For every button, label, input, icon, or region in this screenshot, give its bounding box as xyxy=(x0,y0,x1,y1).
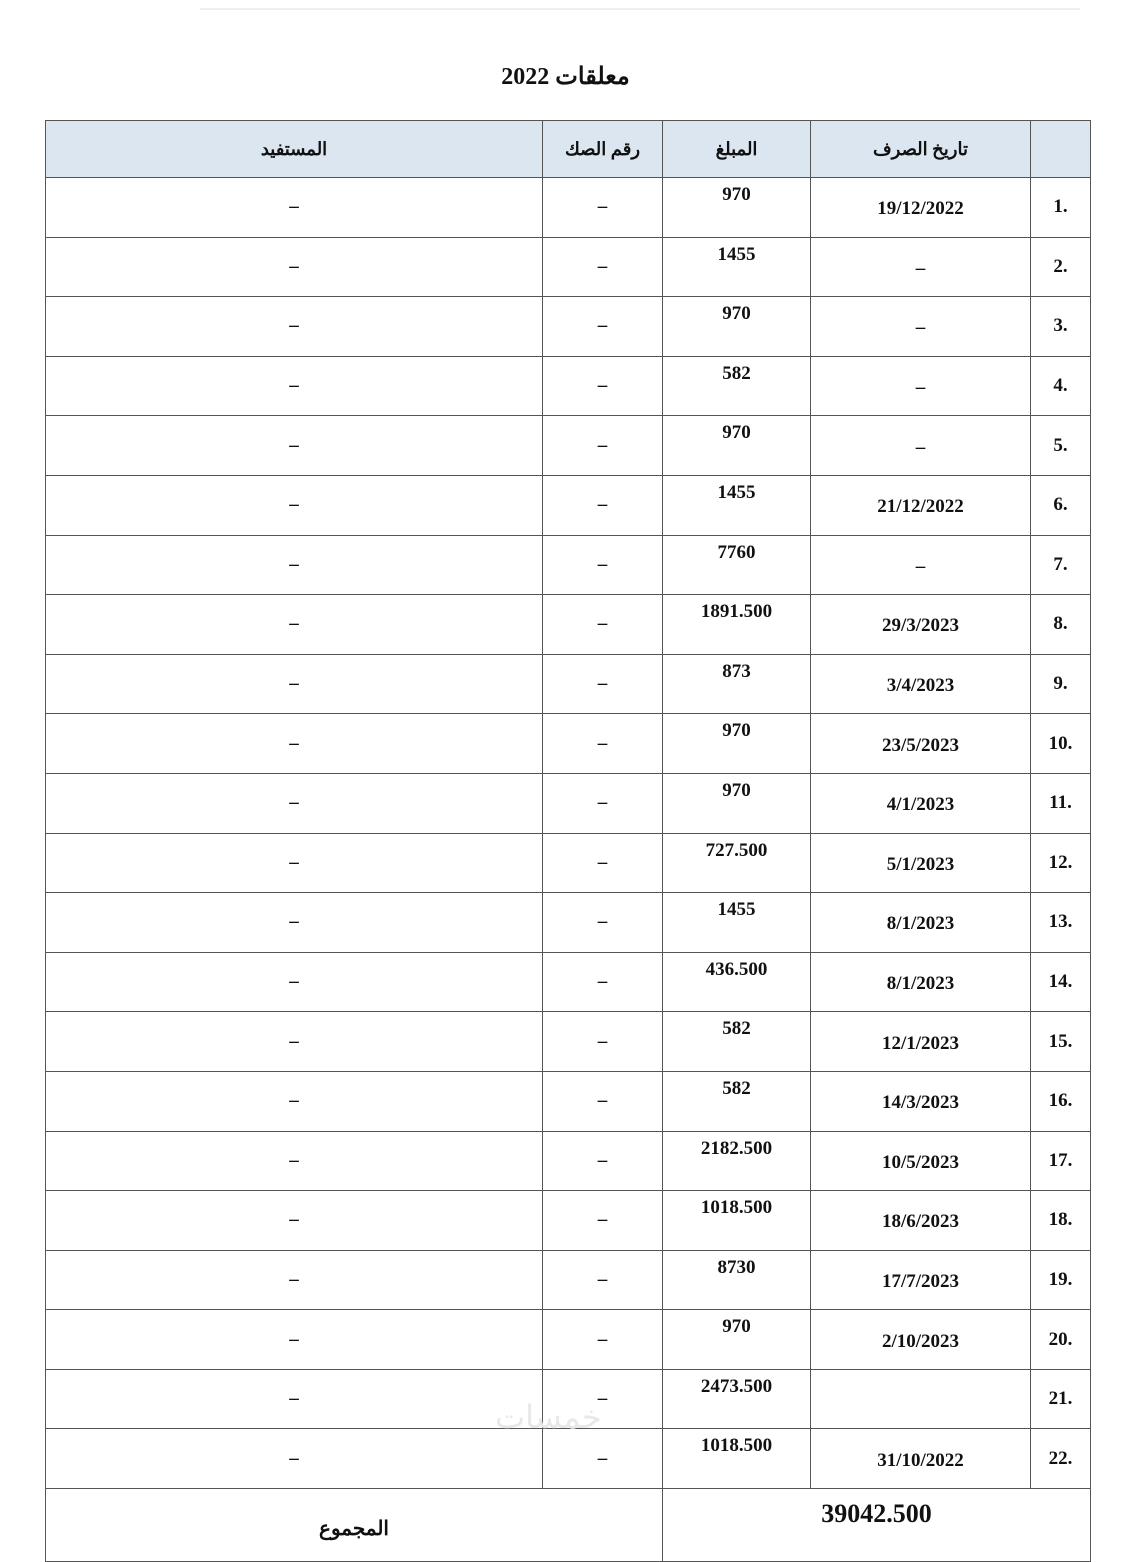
payment-date-cell: 17/7/2023 xyxy=(811,1250,1031,1310)
beneficiary-cell: – xyxy=(46,1369,543,1429)
payment-date-cell: 23/5/2023 xyxy=(811,714,1031,774)
header-row xyxy=(46,121,1091,178)
beneficiary-cell: – xyxy=(46,654,543,714)
beneficiary-cell: – xyxy=(46,1012,543,1072)
table-row xyxy=(46,714,1091,774)
amount-cell: 727.500 xyxy=(663,833,811,893)
amount-cell: 7760 xyxy=(663,535,811,595)
beneficiary-cell: – xyxy=(46,1250,543,1310)
cheque-number-cell: – xyxy=(543,297,663,357)
table-row xyxy=(46,1250,1091,1310)
watermark-logo: خمسات xyxy=(495,1398,602,1436)
top-rule xyxy=(200,8,1080,10)
payment-date-cell: 8/1/2023 xyxy=(811,952,1031,1012)
payment-date-cell: 18/6/2023 xyxy=(811,1191,1031,1251)
row-number-cell: 10. xyxy=(1031,714,1091,774)
row-number-cell: 1. xyxy=(1031,178,1091,238)
payment-date-cell: 31/10/2022 xyxy=(811,1429,1031,1489)
amount-cell: 2473.500 xyxy=(663,1369,811,1429)
row-number-cell: 7. xyxy=(1031,535,1091,595)
table-row xyxy=(46,356,1091,416)
payment-date-cell: 5/1/2023 xyxy=(811,833,1031,893)
row-number-cell: 20. xyxy=(1031,1310,1091,1370)
amount-cell: 436.500 xyxy=(663,952,811,1012)
beneficiary-cell: – xyxy=(46,595,543,655)
table-row xyxy=(46,952,1091,1012)
table-row xyxy=(46,1071,1091,1131)
row-number-cell: 21. xyxy=(1031,1369,1091,1429)
table-row xyxy=(46,893,1091,953)
total-row xyxy=(46,1489,1091,1562)
amount-cell: 1455 xyxy=(663,475,811,535)
row-number-cell: 8. xyxy=(1031,595,1091,655)
cheque-number-cell: – xyxy=(543,356,663,416)
cheque-number-cell: – xyxy=(543,654,663,714)
payment-date-cell: 21/12/2022 xyxy=(811,475,1031,535)
row-number-cell: 3. xyxy=(1031,297,1091,357)
cheque-number-cell: – xyxy=(543,1191,663,1251)
cheque-number-cell: – xyxy=(543,178,663,238)
beneficiary-cell: – xyxy=(46,535,543,595)
table-row xyxy=(46,416,1091,476)
beneficiary-cell: – xyxy=(46,1191,543,1251)
amount-cell: 1018.500 xyxy=(663,1429,811,1489)
beneficiary-cell: – xyxy=(46,833,543,893)
payment-date-cell: 4/1/2023 xyxy=(811,773,1031,833)
row-number-cell: 14. xyxy=(1031,952,1091,1012)
cheque-number-cell: – xyxy=(543,1131,663,1191)
row-number-cell: 6. xyxy=(1031,475,1091,535)
cheque-number-cell: – xyxy=(543,1071,663,1131)
beneficiary-cell: – xyxy=(46,475,543,535)
cheque-number-cell: – xyxy=(543,1310,663,1370)
payment-date-cell: – xyxy=(811,237,1031,297)
amount-cell: 582 xyxy=(663,1012,811,1072)
table-row xyxy=(46,833,1091,893)
amount-cell: 970 xyxy=(663,1310,811,1370)
payment-date-cell: 29/3/2023 xyxy=(811,595,1031,655)
row-number-cell: 13. xyxy=(1031,893,1091,953)
beneficiary-cell: – xyxy=(46,416,543,476)
header-beneficiary: المستفيد xyxy=(46,121,543,178)
table-row xyxy=(46,178,1091,238)
header-amount: المبلغ xyxy=(663,121,811,178)
header-cheque: رقم الصك xyxy=(543,121,663,178)
document-title: معلقات 2022 xyxy=(501,64,630,90)
table-row xyxy=(46,595,1091,655)
amount-cell: 1891.500 xyxy=(663,595,811,655)
cheque-number-cell: – xyxy=(543,714,663,774)
amount-cell: 1455 xyxy=(663,237,811,297)
beneficiary-cell: – xyxy=(46,297,543,357)
cheque-number-cell: – xyxy=(543,952,663,1012)
table-row xyxy=(46,1429,1091,1489)
payment-date-cell: – xyxy=(811,535,1031,595)
table-row xyxy=(46,535,1091,595)
payment-date-cell: 10/5/2023 xyxy=(811,1131,1031,1191)
amount-cell: 1455 xyxy=(663,893,811,953)
table-row xyxy=(46,1012,1091,1072)
payment-date-cell: 14/3/2023 xyxy=(811,1071,1031,1131)
table-row xyxy=(46,475,1091,535)
beneficiary-cell: – xyxy=(46,714,543,774)
cheque-number-cell: – xyxy=(543,1012,663,1072)
amount-cell: 970 xyxy=(663,773,811,833)
amount-cell: 970 xyxy=(663,297,811,357)
beneficiary-cell: – xyxy=(46,952,543,1012)
amount-cell: 970 xyxy=(663,416,811,476)
amount-cell: 582 xyxy=(663,356,811,416)
table-row xyxy=(46,1310,1091,1370)
row-number-cell: 5. xyxy=(1031,416,1091,476)
cheque-number-cell: – xyxy=(543,416,663,476)
cheque-number-cell: – xyxy=(543,773,663,833)
beneficiary-cell: – xyxy=(46,178,543,238)
row-number-cell: 16. xyxy=(1031,1071,1091,1131)
payment-date-cell: 2/10/2023 xyxy=(811,1310,1031,1370)
payment-date-cell xyxy=(811,1369,1031,1429)
cheque-number-cell: – xyxy=(543,833,663,893)
amount-cell: 970 xyxy=(663,178,811,238)
beneficiary-cell: – xyxy=(46,356,543,416)
beneficiary-cell: – xyxy=(46,1429,543,1489)
row-number-cell: 19. xyxy=(1031,1250,1091,1310)
cheque-number-cell: – xyxy=(543,1429,663,1489)
beneficiary-cell: – xyxy=(46,1071,543,1131)
cheque-number-cell: – xyxy=(543,475,663,535)
row-number-cell: 2. xyxy=(1031,237,1091,297)
row-number-cell: 17. xyxy=(1031,1131,1091,1191)
total-value: 39042.500 xyxy=(663,1489,1091,1562)
payment-date-cell: 19/12/2022 xyxy=(811,178,1031,238)
row-number-cell: 12. xyxy=(1031,833,1091,893)
row-number-cell: 11. xyxy=(1031,773,1091,833)
cheque-number-cell: – xyxy=(543,535,663,595)
beneficiary-cell: – xyxy=(46,773,543,833)
cheque-number-cell: – xyxy=(543,893,663,953)
payment-date-cell: – xyxy=(811,356,1031,416)
payment-date-cell: 3/4/2023 xyxy=(811,654,1031,714)
row-number-cell: 18. xyxy=(1031,1191,1091,1251)
payment-date-cell: 12/1/2023 xyxy=(811,1012,1031,1072)
row-number-cell: 15. xyxy=(1031,1012,1091,1072)
amount-cell: 970 xyxy=(663,714,811,774)
payment-date-cell: 8/1/2023 xyxy=(811,893,1031,953)
cheque-number-cell: – xyxy=(543,1250,663,1310)
payment-date-cell: – xyxy=(811,416,1031,476)
row-number-cell: 9. xyxy=(1031,654,1091,714)
table-row xyxy=(46,1191,1091,1251)
amount-cell: 2182.500 xyxy=(663,1131,811,1191)
row-number-cell: 22. xyxy=(1031,1429,1091,1489)
payment-date-cell: – xyxy=(811,297,1031,357)
amount-cell: 582 xyxy=(663,1071,811,1131)
beneficiary-cell: – xyxy=(46,1310,543,1370)
beneficiary-cell: – xyxy=(46,893,543,953)
table-row xyxy=(46,237,1091,297)
table-row xyxy=(46,654,1091,714)
beneficiary-cell: – xyxy=(46,1131,543,1191)
cheque-number-cell: – xyxy=(543,1369,663,1429)
amount-cell: 1018.500 xyxy=(663,1191,811,1251)
cheque-number-cell: – xyxy=(543,595,663,655)
header-number xyxy=(1031,121,1091,178)
table-row xyxy=(46,1131,1091,1191)
row-number-cell: 4. xyxy=(1031,356,1091,416)
amount-cell: 8730 xyxy=(663,1250,811,1310)
total-label: المجموع xyxy=(46,1489,663,1562)
beneficiary-cell: – xyxy=(46,237,543,297)
cheque-number-cell: – xyxy=(543,237,663,297)
expenses-table xyxy=(45,120,1091,1562)
table-row xyxy=(46,773,1091,833)
header-date: تاريخ الصرف xyxy=(811,121,1031,178)
amount-cell: 873 xyxy=(663,654,811,714)
table-row xyxy=(46,297,1091,357)
